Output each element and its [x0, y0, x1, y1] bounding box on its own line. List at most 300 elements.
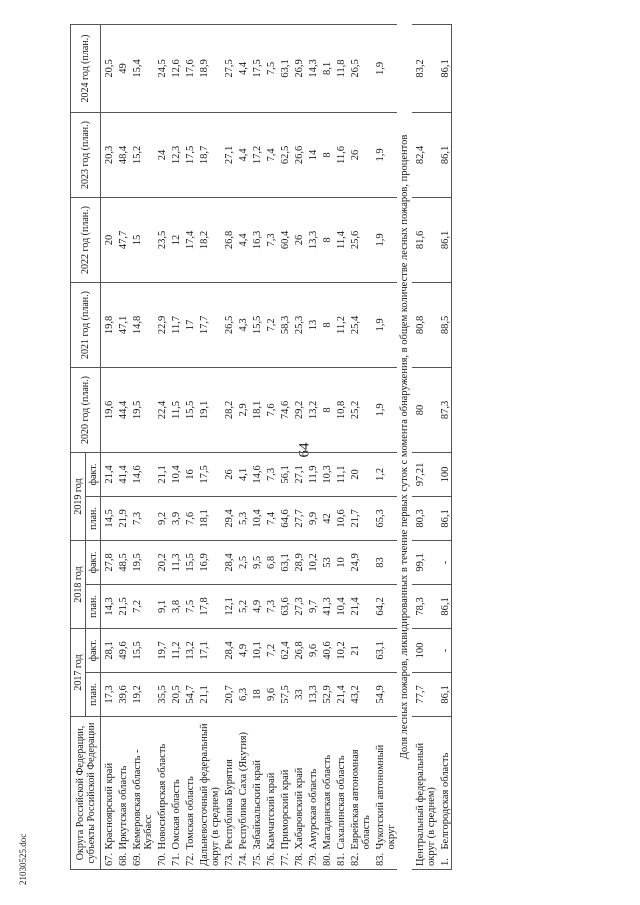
value-cell: 65,3 — [372, 496, 397, 540]
value-cell: 26 — [291, 197, 305, 282]
value-cell: 25,3 — [291, 282, 305, 367]
value-cell: 57,5 — [277, 672, 291, 716]
value-cell: 4,9 — [235, 628, 249, 672]
value-cell: 15,5 — [129, 628, 154, 672]
value-cell: 26 — [347, 112, 372, 197]
value-cell: 24,5 — [154, 24, 168, 112]
year-2022-plan-header: 2022 год (план.) — [71, 197, 101, 282]
region-name: Сахалинская область — [333, 716, 347, 851]
value-cell: 9,6 — [305, 628, 319, 672]
value-cell: 86,1 — [437, 197, 452, 282]
value-cell: 15,2 — [129, 112, 154, 197]
value-cell: 12 — [168, 197, 182, 282]
value-cell: 4,4 — [235, 197, 249, 282]
rotated-table-container — [70, 25, 560, 870]
value-cell: 54,7 — [182, 672, 196, 716]
value-cell: 7,3 — [263, 584, 277, 628]
value-cell: 15,5 — [249, 282, 263, 367]
value-cell: 100 — [437, 452, 452, 496]
value-cell: 18 — [249, 672, 263, 716]
value-cell: 10,2 — [333, 628, 347, 672]
table-row — [319, 24, 333, 869]
value-cell: 26,8 — [221, 197, 235, 282]
region-name: Республика Бурятия — [221, 716, 235, 851]
value-cell: 10 — [333, 540, 347, 584]
value-cell: 3,9 — [168, 496, 182, 540]
value-cell: - — [437, 540, 452, 584]
value-cell: 13,3 — [305, 672, 319, 716]
district-name: Центральный федеральный округ (в среднем) — [412, 716, 437, 869]
value-cell: 28,4 — [221, 628, 235, 672]
value-cell: 17,2 — [249, 112, 263, 197]
table-row — [372, 24, 397, 869]
value-cell: 9,6 — [263, 672, 277, 716]
year-2021-plan-header: 2021 год (план.) — [71, 282, 101, 367]
value-cell: 12,3 — [168, 112, 182, 197]
value-cell: 82,4 — [412, 112, 437, 197]
value-cell: 86,1 — [437, 24, 452, 112]
row-number: 79. — [305, 852, 319, 870]
value-cell: 2,9 — [235, 367, 249, 452]
value-cell: 83 — [372, 540, 397, 584]
value-cell: 41,3 — [319, 584, 333, 628]
row-number: 82. — [347, 852, 372, 870]
value-cell: 86,1 — [437, 672, 452, 716]
value-cell: 33 — [291, 672, 305, 716]
value-cell: 4,4 — [235, 24, 249, 112]
page-number: 64 — [296, 442, 313, 458]
table-row — [347, 24, 372, 869]
value-cell: 80,3 — [412, 496, 437, 540]
value-cell: 21,7 — [347, 496, 372, 540]
table-row — [277, 24, 291, 869]
value-cell: 19,5 — [129, 540, 154, 584]
table-row — [101, 24, 116, 869]
value-cell: 8 — [319, 282, 333, 367]
value-cell: 19,8 — [101, 282, 116, 367]
value-cell: 27,1 — [291, 452, 305, 496]
value-cell: 2,5 — [235, 540, 249, 584]
value-cell: 63,1 — [372, 628, 397, 672]
table-row — [115, 24, 129, 869]
value-cell: 11,1 — [333, 452, 347, 496]
value-cell: 21,9 — [115, 496, 129, 540]
value-cell: 26,9 — [291, 24, 305, 112]
value-cell: 1,9 — [372, 197, 397, 282]
value-cell: 49,6 — [115, 628, 129, 672]
section-title: Доля лесных пожаров, ликвидированных в течение первых суток с момента обнаружения, в общем количестве лесных пожаров, процентов — [399, 134, 410, 760]
value-cell: 1,9 — [372, 24, 397, 112]
value-cell: 78,3 — [412, 584, 437, 628]
value-cell: 21,4 — [333, 672, 347, 716]
value-cell: 9,5 — [249, 540, 263, 584]
table-row — [182, 24, 196, 869]
value-cell: 48,5 — [115, 540, 129, 584]
region-name: Еврейская автономная область — [347, 716, 372, 851]
value-cell: 7,3 — [263, 197, 277, 282]
value-cell: 4,9 — [249, 584, 263, 628]
value-cell: 63,1 — [277, 24, 291, 112]
table-row — [291, 24, 305, 869]
value-cell: 15,5 — [182, 367, 196, 452]
table-row — [412, 24, 437, 869]
value-cell: 13 — [305, 282, 319, 367]
value-cell: 41,4 — [115, 452, 129, 496]
value-cell: 47,1 — [115, 282, 129, 367]
value-cell: 7,4 — [263, 112, 277, 197]
value-cell: 27,5 — [221, 24, 235, 112]
value-cell: 16 — [182, 452, 196, 496]
row-number: 76. — [263, 852, 277, 870]
value-cell: 14,6 — [249, 452, 263, 496]
value-cell: 80 — [412, 367, 437, 452]
value-cell: 80,8 — [412, 282, 437, 367]
value-cell: 5,2 — [235, 584, 249, 628]
value-cell: 27,7 — [291, 496, 305, 540]
value-cell: 20 — [347, 452, 372, 496]
value-cell: 6,8 — [263, 540, 277, 584]
sub-header-fact: факт. — [86, 452, 101, 496]
value-cell: 10,6 — [333, 496, 347, 540]
value-cell: 58,3 — [277, 282, 291, 367]
value-cell: 52,9 — [319, 672, 333, 716]
district-name: Дальневосточный федеральный округ (в среднем) — [196, 716, 221, 869]
region-name: Красноярский край — [101, 716, 116, 851]
value-cell: 12,1 — [221, 584, 235, 628]
table-row — [263, 24, 277, 869]
value-cell: 11,3 — [168, 540, 182, 584]
value-cell: 5,3 — [235, 496, 249, 540]
value-cell: 47,7 — [115, 197, 129, 282]
row-number: 1. — [437, 852, 452, 870]
value-cell: 17,5 — [182, 112, 196, 197]
region-name: Кемеровская область - Кузбасс — [129, 716, 154, 851]
value-cell: 17,5 — [196, 452, 221, 496]
value-cell: 8 — [319, 112, 333, 197]
value-cell: 15,5 — [182, 540, 196, 584]
sub-header-plan: план. — [86, 584, 101, 628]
value-cell: 21,4 — [101, 452, 116, 496]
value-cell: 25,6 — [347, 197, 372, 282]
value-cell: 13,2 — [305, 367, 319, 452]
value-cell: 17,6 — [182, 24, 196, 112]
value-cell: 10,4 — [333, 584, 347, 628]
value-cell: 17 — [182, 282, 196, 367]
value-cell: 7,2 — [129, 584, 154, 628]
value-cell: 11,6 — [333, 112, 347, 197]
value-cell: 20,5 — [101, 24, 116, 112]
value-cell: 29,4 — [221, 496, 235, 540]
value-cell: 35,5 — [154, 672, 168, 716]
value-cell: 10,2 — [305, 540, 319, 584]
value-cell: 29,2 — [291, 367, 305, 452]
value-cell: 18,1 — [196, 496, 221, 540]
value-cell: 14,3 — [101, 584, 116, 628]
year-2024-plan-header: 2024 год (план.) — [71, 24, 101, 112]
value-cell: 11,7 — [168, 282, 182, 367]
row-number: 73. — [221, 852, 235, 870]
value-cell: 86,1 — [437, 496, 452, 540]
value-cell: 11,9 — [305, 452, 319, 496]
value-cell: 11,2 — [168, 628, 182, 672]
value-cell: 15 — [129, 197, 154, 282]
value-cell: 86,1 — [437, 584, 452, 628]
value-cell: - — [437, 628, 452, 672]
value-cell: 17,7 — [196, 282, 221, 367]
value-cell: 86,1 — [437, 112, 452, 197]
table-row — [249, 24, 263, 869]
value-cell: 24,9 — [347, 540, 372, 584]
value-cell: 8 — [319, 197, 333, 282]
table-row — [129, 24, 154, 869]
value-cell: 9,2 — [154, 496, 168, 540]
value-cell: 20 — [101, 197, 116, 282]
value-cell: 14,6 — [129, 452, 154, 496]
value-cell: 10,8 — [333, 367, 347, 452]
value-cell: 25,2 — [347, 367, 372, 452]
value-cell: 11,5 — [168, 367, 182, 452]
region-name: Магаданская область — [319, 716, 333, 851]
value-cell: 19,1 — [196, 367, 221, 452]
row-number: 83. — [372, 852, 397, 870]
value-cell: 74,6 — [277, 367, 291, 452]
value-cell: 6,3 — [235, 672, 249, 716]
value-cell: 28,4 — [221, 540, 235, 584]
value-cell: 12,6 — [168, 24, 182, 112]
value-cell: 19,7 — [154, 628, 168, 672]
value-cell: 11,8 — [333, 24, 347, 112]
value-cell: 49 — [115, 24, 129, 112]
value-cell: 7,5 — [263, 24, 277, 112]
value-cell: 16,3 — [249, 197, 263, 282]
value-cell: 10,3 — [319, 452, 333, 496]
region-name: Хабаровский край — [291, 716, 305, 851]
value-cell: 8,1 — [319, 24, 333, 112]
row-number: 67. — [101, 852, 116, 870]
row-number: 80. — [319, 852, 333, 870]
value-cell: 99,1 — [412, 540, 437, 584]
value-cell: 4,1 — [235, 452, 249, 496]
row-number: 74. — [235, 852, 249, 870]
value-cell: 17,5 — [249, 24, 263, 112]
value-cell: 20,7 — [221, 672, 235, 716]
value-cell: 20,3 — [101, 112, 116, 197]
value-cell: 1,9 — [372, 367, 397, 452]
value-cell: 14,8 — [129, 282, 154, 367]
value-cell: 10,4 — [249, 496, 263, 540]
value-cell: 26,5 — [221, 282, 235, 367]
table-row — [168, 24, 182, 869]
region-name: Республика Саха (Якутия) — [235, 716, 249, 851]
value-cell: 22,4 — [154, 367, 168, 452]
value-cell: 22,9 — [154, 282, 168, 367]
row-number: 71. — [168, 852, 182, 870]
value-cell: 97,21 — [412, 452, 437, 496]
row-number: 69. — [129, 852, 154, 870]
value-cell: 26,6 — [291, 112, 305, 197]
value-cell: 54,9 — [372, 672, 397, 716]
row-number: 78. — [291, 852, 305, 870]
forest-fire-indicators-table — [70, 24, 452, 870]
year-2017-header: 2017 год — [71, 628, 86, 716]
value-cell: 42 — [319, 496, 333, 540]
value-cell: 20,2 — [154, 540, 168, 584]
value-cell: 27,8 — [101, 540, 116, 584]
value-cell: 11,4 — [333, 197, 347, 282]
value-cell: 23,5 — [154, 197, 168, 282]
value-cell: 18,9 — [196, 24, 221, 112]
value-cell: 39,6 — [115, 672, 129, 716]
region-name: Амурская область — [305, 716, 319, 851]
value-cell: 19,5 — [129, 367, 154, 452]
footer-file-code: 21030525.doc — [18, 833, 28, 885]
value-cell: 19,2 — [129, 672, 154, 716]
value-cell: 100 — [412, 628, 437, 672]
value-cell: 7,3 — [129, 496, 154, 540]
value-cell: 43,2 — [347, 672, 372, 716]
region-name: Камчатский край — [263, 716, 277, 851]
value-cell: 64,6 — [277, 496, 291, 540]
sub-header-plan: план. — [86, 496, 101, 540]
value-cell: 83,2 — [412, 24, 437, 112]
value-cell: 44,4 — [115, 367, 129, 452]
value-cell: 21,1 — [154, 452, 168, 496]
value-cell: 9,9 — [305, 496, 319, 540]
value-cell: 21,5 — [115, 584, 129, 628]
region-name: Белгородская область — [437, 716, 452, 851]
value-cell: 18,7 — [196, 112, 221, 197]
value-cell: 28,9 — [291, 540, 305, 584]
value-cell: 14 — [305, 112, 319, 197]
row-number: 75. — [249, 852, 263, 870]
year-2019-header: 2019 год — [71, 452, 86, 540]
region-name: Иркутская область — [115, 716, 129, 851]
row-number: 81. — [333, 852, 347, 870]
region-name: Омская область — [168, 716, 182, 851]
region-name: Забайкальский край — [249, 716, 263, 851]
region-name: Чукотский автономный округ — [372, 716, 397, 851]
value-cell: 10,1 — [249, 628, 263, 672]
value-cell: 7,4 — [263, 496, 277, 540]
value-cell: 63,6 — [277, 584, 291, 628]
value-cell: 18,2 — [196, 197, 221, 282]
row-number: 68. — [115, 852, 129, 870]
value-cell: 60,4 — [277, 197, 291, 282]
table-row — [437, 24, 452, 869]
value-cell: 24 — [154, 112, 168, 197]
region-name: Новосибирская область — [154, 716, 168, 851]
value-cell: 7,6 — [263, 367, 277, 452]
table-row — [154, 24, 168, 869]
value-cell: 17,4 — [182, 197, 196, 282]
value-cell: 7,6 — [182, 496, 196, 540]
table-row — [221, 24, 235, 869]
value-cell: 17,1 — [196, 628, 221, 672]
value-cell: 56,1 — [277, 452, 291, 496]
value-cell: 1,9 — [372, 282, 397, 367]
year-2020-plan-header: 2020 год (план.) — [71, 367, 101, 452]
value-cell: 48,4 — [115, 112, 129, 197]
value-cell: 21 — [347, 628, 372, 672]
value-cell: 17,3 — [101, 672, 116, 716]
region-column-header: Округа Российской Федерации, субъекты Российской Федерации — [71, 716, 101, 869]
value-cell: 20,5 — [168, 672, 182, 716]
value-cell: 87,3 — [437, 367, 452, 452]
value-cell: 53 — [319, 540, 333, 584]
value-cell: 77,7 — [412, 672, 437, 716]
value-cell: 7,3 — [263, 452, 277, 496]
value-cell: 10,4 — [168, 452, 182, 496]
value-cell: 16,9 — [196, 540, 221, 584]
value-cell: 15,4 — [129, 24, 154, 112]
sub-header-plan: план. — [86, 672, 101, 716]
value-cell: 4,4 — [235, 112, 249, 197]
value-cell: 18,1 — [249, 367, 263, 452]
value-cell: 28,1 — [101, 628, 116, 672]
sub-header-fact: факт. — [86, 540, 101, 584]
value-cell: 11,2 — [333, 282, 347, 367]
value-cell: 13,3 — [305, 197, 319, 282]
value-cell: 7,2 — [263, 628, 277, 672]
value-cell: 14,5 — [101, 496, 116, 540]
value-cell: 26,5 — [347, 24, 372, 112]
row-number: 70. — [154, 852, 168, 870]
value-cell: 4,3 — [235, 282, 249, 367]
value-cell: 17,8 — [196, 584, 221, 628]
value-cell: 1,9 — [372, 112, 397, 197]
value-cell: 28,2 — [221, 367, 235, 452]
value-cell: 81,6 — [412, 197, 437, 282]
region-name: Томская область — [182, 716, 196, 851]
value-cell: 19,6 — [101, 367, 116, 452]
value-cell: 14,3 — [305, 24, 319, 112]
value-cell: 26,8 — [291, 628, 305, 672]
value-cell: 8 — [319, 367, 333, 452]
value-cell: 7,5 — [182, 584, 196, 628]
value-cell: 40,6 — [319, 628, 333, 672]
sub-header-fact: факт. — [86, 628, 101, 672]
value-cell: 9,1 — [154, 584, 168, 628]
year-2018-header: 2018 год — [71, 540, 86, 628]
section-title-row — [397, 24, 412, 869]
value-cell: 13,2 — [182, 628, 196, 672]
value-cell: 26 — [221, 452, 235, 496]
value-cell: 27,1 — [221, 112, 235, 197]
region-name: Приморский край — [277, 716, 291, 851]
value-cell: 7,2 — [263, 282, 277, 367]
value-cell: 3,8 — [168, 584, 182, 628]
table-row — [305, 24, 319, 869]
table-row — [196, 24, 221, 869]
value-cell: 21,4 — [347, 584, 372, 628]
value-cell: 9,7 — [305, 584, 319, 628]
table-row — [333, 24, 347, 869]
row-number: 72. — [182, 852, 196, 870]
value-cell: 64,2 — [372, 584, 397, 628]
table-body — [101, 24, 452, 869]
row-number: 77. — [277, 852, 291, 870]
value-cell: 27,3 — [291, 584, 305, 628]
value-cell: 25,4 — [347, 282, 372, 367]
value-cell: 88,5 — [437, 282, 452, 367]
value-cell: 62,5 — [277, 112, 291, 197]
value-cell: 21,1 — [196, 672, 221, 716]
value-cell: 63,1 — [277, 540, 291, 584]
year-2023-plan-header: 2023 год (план.) — [71, 112, 101, 197]
value-cell: 62,4 — [277, 628, 291, 672]
table-row — [235, 24, 249, 869]
value-cell: 1,2 — [372, 452, 397, 496]
